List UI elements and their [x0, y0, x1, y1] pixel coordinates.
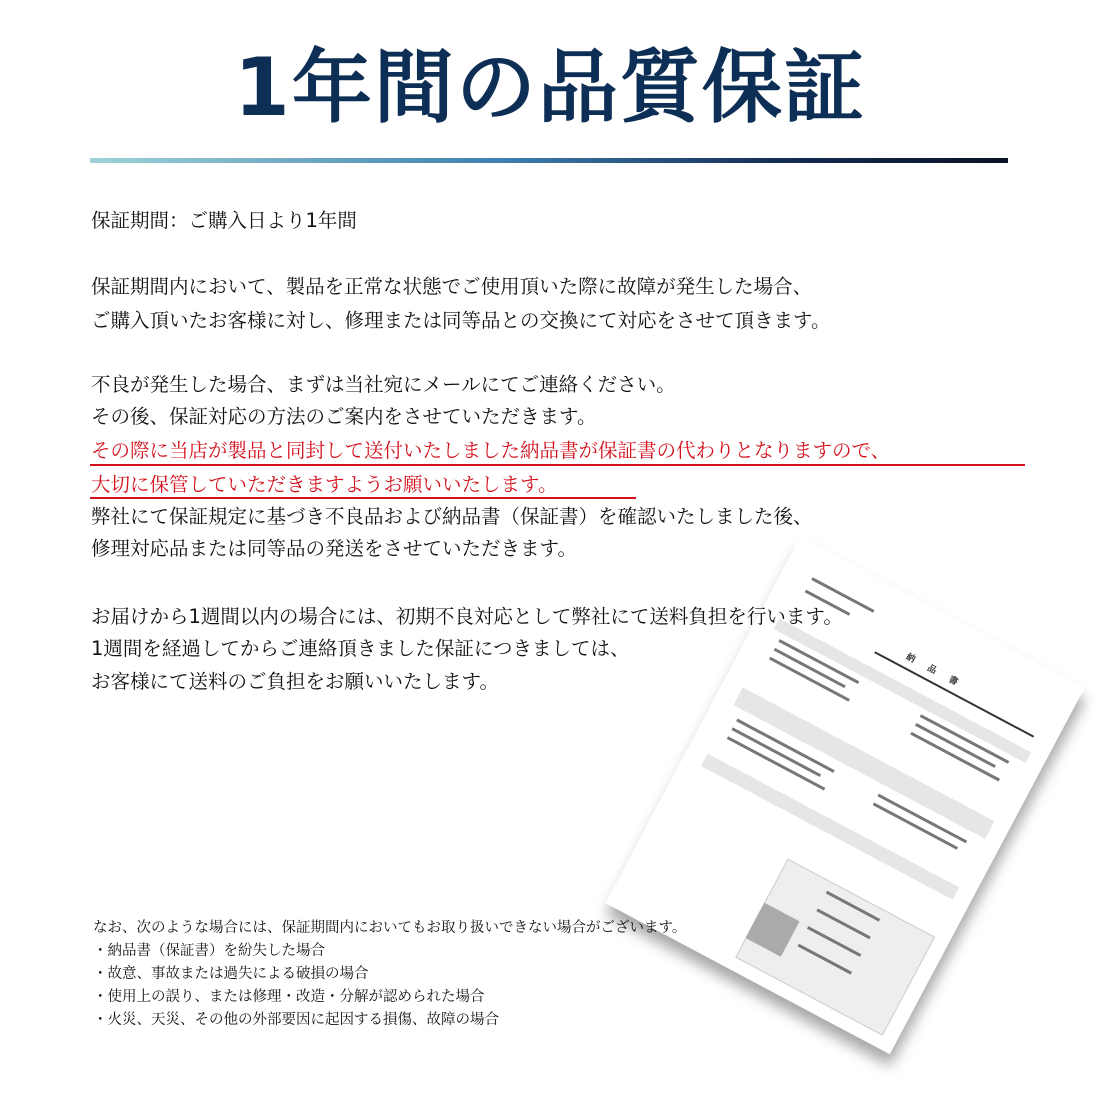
para3-line1: 弊社にて保証規定に基づき不良品および納品書（保証書）を確認いたしました後、	[91, 505, 813, 528]
exclusions-intro: なお、次のような場合には、保証期間内においてもお取り扱いできない場合がございます。	[93, 920, 687, 936]
red-notice-line2: 大切に保管していただきますようお願いいたします。	[91, 473, 558, 496]
exclusion-item: ・使用上の誤り、または修理・改造・分解が認められた場合	[93, 989, 485, 1005]
red-underline-1	[90, 464, 1025, 466]
red-notice-line1: その際に当店が製品と同封して送付いたしました納品書が保証書の代わりとなりますので、	[91, 439, 891, 462]
para1-line2: ご購入頂いたお客様に対し、修理または同等品との交換にて対応をさせて頂きます。	[91, 309, 831, 332]
page-title: 1年間の品質保証	[234, 41, 866, 134]
exclusion-item: ・納品書（保証書）を紛失した場合	[93, 943, 325, 959]
para4-line2: 1週間を経過してからご連絡頂きました保証につきましては、	[91, 637, 630, 660]
para4-line1: お届けから1週間以内の場合には、初期不良対応として弊社にて送料負担を行います。	[91, 605, 843, 628]
invoice-title: 納 品 書	[904, 652, 965, 691]
para4-line3: お客様にて送料のご負担をお願いいたします。	[91, 670, 499, 693]
para2-line1: 不良が発生した場合、まずは当社宛にメールにてご連絡ください。	[91, 373, 676, 396]
exclusion-item: ・火災、天災、その他の外部要因に起因する損傷、故障の場合	[93, 1012, 499, 1028]
warranty-period: 保証期間：ご購入日より1年間	[91, 209, 357, 232]
exclusion-item: ・故意、事故または過失による破損の場合	[93, 966, 369, 982]
red-underline-2	[90, 497, 636, 499]
para1-line1: 保証期間内において、製品を正常な状態でご使用頂いた際に故障が発生した場合、	[91, 275, 813, 298]
title-divider	[90, 158, 1008, 163]
para3-line2: 修理対応品または同等品の発送をさせていただきます。	[91, 537, 577, 560]
para2-line2: その後、保証対応の方法のご案内をさせていただきます。	[91, 405, 597, 428]
